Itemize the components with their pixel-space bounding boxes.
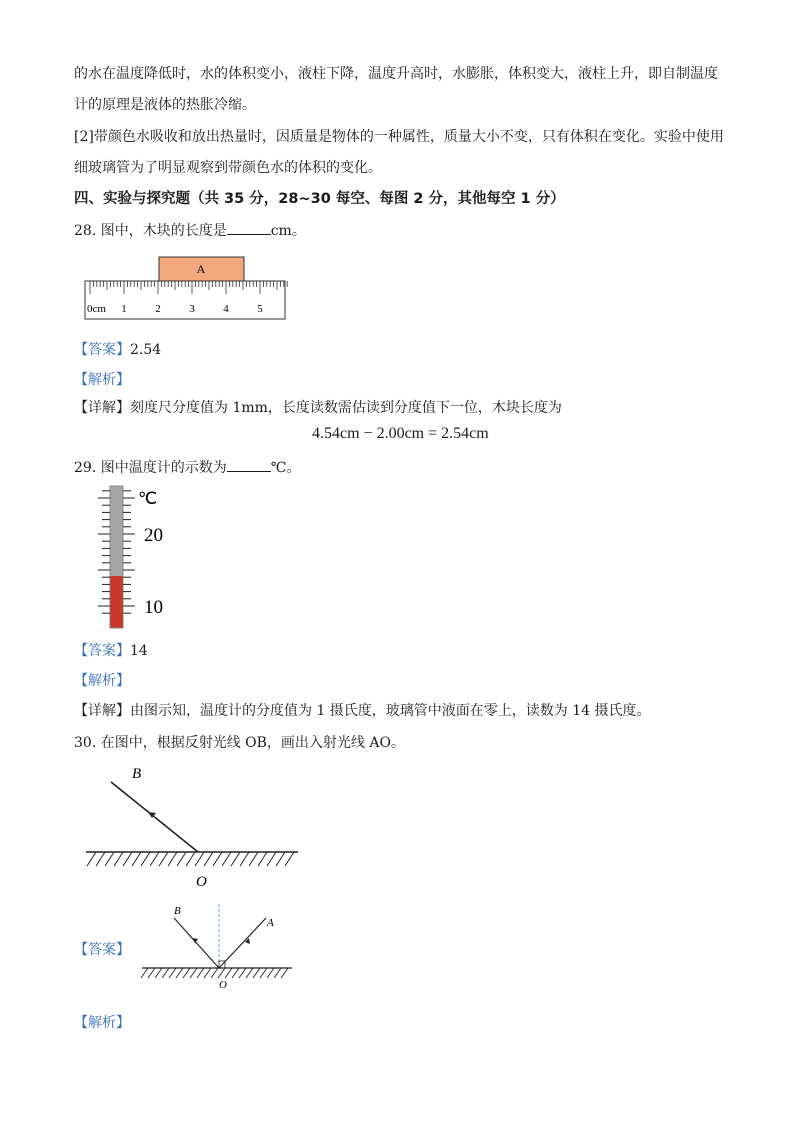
thermometer-tube-gray xyxy=(110,486,123,576)
reflected-ray-ob xyxy=(111,782,198,852)
thermometer-label-10: 10 xyxy=(144,597,163,618)
hatch-line xyxy=(285,852,294,866)
hatch-line xyxy=(155,968,162,978)
q28-question xyxy=(74,220,306,241)
hatch-line xyxy=(141,852,150,866)
hatch-line xyxy=(253,968,260,978)
q28-answer xyxy=(74,340,161,360)
hatch-line xyxy=(159,852,168,866)
ruler-label-3: 3 xyxy=(189,303,195,315)
hatch-line xyxy=(105,852,114,866)
mirror-hatching xyxy=(87,852,294,866)
hatch-line xyxy=(211,968,218,978)
ruler-unit: 0cm xyxy=(87,303,106,315)
hatch-line xyxy=(246,968,253,978)
hatch-line xyxy=(267,968,274,978)
hatch-line xyxy=(274,968,281,978)
hatch-line xyxy=(176,968,183,978)
answer-label-o: O xyxy=(219,979,227,991)
hatch-line xyxy=(232,968,239,978)
q28-answer-blank xyxy=(227,220,271,235)
hatch-line xyxy=(183,968,190,978)
hatch-line xyxy=(231,852,240,866)
detail-tag: 【详解】 xyxy=(74,703,130,719)
intro-line-1: 的水在温度降低时，水的体积变小，液柱下降，温度升高时，水膨胀，体积变大，液柱上升，即自制温度 xyxy=(74,66,718,82)
hatch-line xyxy=(260,968,267,978)
hatch-line xyxy=(204,968,211,978)
q28-suffix: cm。 xyxy=(270,223,306,239)
ruler-label-2: 2 xyxy=(155,303,161,315)
answer-tag: 【答案】 xyxy=(74,342,130,358)
hatch-line xyxy=(276,852,285,866)
hatch-line xyxy=(218,968,225,978)
ruler-label-1: 1 xyxy=(121,303,127,315)
hatch-line xyxy=(168,852,177,866)
q28-answer-value: 2.54 xyxy=(130,342,162,358)
hatch-line xyxy=(123,852,132,866)
hatch-line xyxy=(240,852,249,866)
ruler-label-4: 4 xyxy=(223,303,229,315)
answer-reflected-arrow-icon xyxy=(192,938,198,943)
label-b: B xyxy=(132,766,142,782)
q28-analysis-tag: 【解析】 xyxy=(74,372,130,388)
hatch-line xyxy=(281,968,288,978)
q29-detail xyxy=(74,701,651,721)
answer-reflected-ray-ob xyxy=(174,918,219,968)
q29-analysis-tag: 【解析】 xyxy=(74,673,130,689)
reflection-figure xyxy=(86,762,306,892)
q28-detail-text: 刻度尺分度值为 1mm，长度读数需估读到分度值下一位，木块长度为 xyxy=(130,400,562,416)
q30-analysis-tag: 【解析】 xyxy=(74,1015,130,1031)
hatch-line xyxy=(177,852,186,866)
answer-tag: 【答案】 xyxy=(74,643,130,659)
hatch-line xyxy=(249,852,258,866)
hatch-line xyxy=(169,968,176,978)
q28-prefix: 28. 图中，木块的长度是 xyxy=(74,223,227,239)
hatch-line xyxy=(213,852,222,866)
hatch-line xyxy=(197,968,204,978)
q29-answer-blank xyxy=(227,457,271,472)
intro-line-4: 细玻璃管为了明显观察到带颜色水的体积的变化。 xyxy=(74,160,382,176)
hatch-line xyxy=(141,968,148,978)
answer-incident-ray-ao xyxy=(219,918,266,968)
hatch-line xyxy=(195,852,204,866)
intro-line-3: [2]带颜色水吸收和放出热量时，因质量是物体的一种属性，质量大小不变，只有体积在变化。实验中使用 xyxy=(74,129,724,145)
block-label: A xyxy=(196,262,206,276)
q29-answer xyxy=(74,641,148,661)
hatch-line xyxy=(132,852,141,866)
q29-answer-value: 14 xyxy=(130,643,148,659)
hatch-line xyxy=(162,968,169,978)
hatch-line xyxy=(150,852,159,866)
answer-reflection-figure xyxy=(140,900,300,995)
q29-suffix: ℃。 xyxy=(270,460,301,476)
hatch-line xyxy=(186,852,195,866)
answer-label-a: A xyxy=(267,917,274,929)
q28-detail xyxy=(74,398,562,418)
intro-line-2: 计的原理是液体的热胀冷缩。 xyxy=(74,97,256,113)
section-heading: 四、实验与探究题（共 35 分，28~30 每空、每图 2 分，其他每空 1 分） xyxy=(74,191,565,207)
hatch-line xyxy=(114,852,123,866)
thermometer-figure xyxy=(86,484,176,632)
hatch-line xyxy=(222,852,231,866)
hatch-line xyxy=(96,852,105,866)
hatch-line xyxy=(148,968,155,978)
q30-answer-tag: 【答案】 xyxy=(74,942,130,958)
hatch-line xyxy=(267,852,276,866)
ruler-figure xyxy=(84,255,289,321)
answer-mirror-hatching xyxy=(141,968,288,978)
thermometer-label-20: 20 xyxy=(144,525,163,546)
thermometer-liquid xyxy=(110,576,123,628)
detail-tag: 【详解】 xyxy=(74,400,130,416)
q29-question xyxy=(74,457,300,478)
q29-detail-text: 由图示知，温度计的分度值为 1 摄氏度，玻璃管中液面在零上，读数为 14 摄氏度。 xyxy=(130,703,651,719)
hatch-line xyxy=(239,968,246,978)
hatch-line xyxy=(190,968,197,978)
hatch-line xyxy=(258,852,267,866)
hatch-line xyxy=(204,852,213,866)
hatch-line xyxy=(87,852,96,866)
thermometer-unit: ℃ xyxy=(138,489,158,508)
q30-question: 30. 在图中，根据反射光线 OB，画出入射光线 AO。 xyxy=(74,735,405,751)
q28-formula: 4.54cm − 2.00cm = 2.54cm xyxy=(312,425,489,442)
q29-prefix: 29. 图中温度计的示数为 xyxy=(74,460,227,476)
hatch-line xyxy=(225,968,232,978)
label-o: O xyxy=(196,874,207,890)
ruler-label-5: 5 xyxy=(257,303,263,315)
answer-label-b: B xyxy=(174,905,181,917)
